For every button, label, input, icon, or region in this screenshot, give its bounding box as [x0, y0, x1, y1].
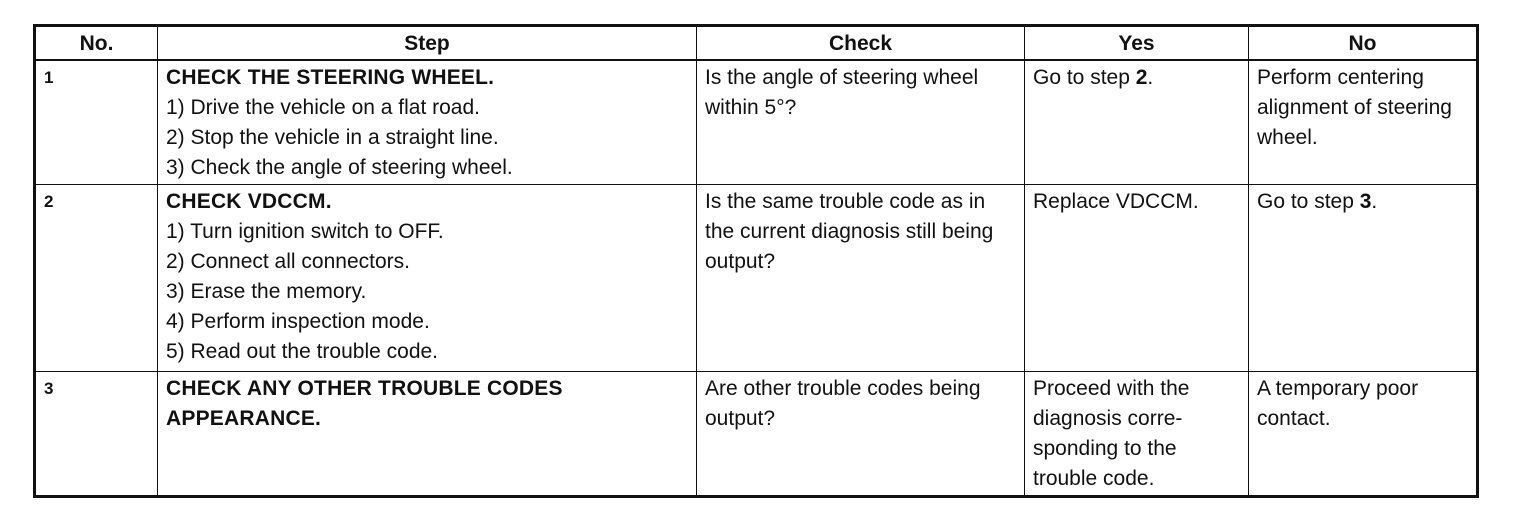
- header-no: No.: [35, 26, 158, 61]
- header-yes: Yes: [1025, 26, 1249, 61]
- check-cell: Is the angle of steering wheel within 5°?: [697, 60, 1025, 185]
- substep: 2) Connect all connectors.: [166, 250, 410, 273]
- yes-suffix: .: [1147, 66, 1154, 89]
- diagnosis-table: [33, 24, 1479, 498]
- no-suffix: .: [1371, 190, 1378, 213]
- header-check: Check: [697, 26, 1025, 61]
- step-cell: [158, 372, 697, 497]
- yes-cell: Replace VDCCM.: [1025, 185, 1249, 372]
- row-number: 3: [35, 372, 158, 497]
- substep: 3) Erase the memory.: [166, 280, 367, 303]
- substep: 5) Read out the trouble code.: [166, 340, 439, 363]
- yes-text: Go to step: [1033, 66, 1136, 89]
- header-row: [35, 26, 1478, 61]
- yes-cell: [1025, 60, 1249, 185]
- row-number: 2: [35, 185, 158, 372]
- table-row: [35, 60, 1478, 185]
- step-title: CHECK THE STEERING WHEEL.: [166, 66, 495, 89]
- check-cell: Is the same trouble code as in the current diagnosis still being output?: [697, 185, 1025, 372]
- step-reference: 2: [1135, 66, 1148, 89]
- substep: 2) Stop the vehicle in a straight line.: [166, 126, 499, 149]
- yes-cell: Proceed with the diagnosis corre-sponding to the trouble code.: [1025, 372, 1249, 497]
- step-cell: [158, 60, 697, 185]
- step-reference: 3: [1359, 190, 1372, 213]
- substep: 1) Turn ignition switch to OFF.: [166, 220, 444, 243]
- no-cell: [1249, 185, 1478, 372]
- substep: 3) Check the angle of steering wheel.: [166, 156, 513, 179]
- header-no-result: No: [1249, 26, 1478, 61]
- check-cell: Are other trouble codes being output?: [697, 372, 1025, 497]
- table-row: [35, 185, 1478, 372]
- step-cell: [158, 185, 697, 372]
- no-cell: Perform centering alignment of steering wheel.: [1249, 60, 1478, 185]
- substep: 1) Drive the vehicle on a flat road.: [166, 96, 480, 119]
- table-row: [35, 372, 1478, 497]
- row-number: 1: [35, 60, 158, 185]
- step-title: CHECK ANY OTHER TROUBLE CODES APPEARANCE.: [166, 377, 563, 430]
- header-step: Step: [158, 26, 697, 61]
- no-text: Go to step: [1257, 190, 1360, 213]
- step-title: CHECK VDCCM.: [166, 190, 332, 213]
- substep: 4) Perform inspection mode.: [166, 310, 430, 333]
- no-cell: A temporary poor contact.: [1249, 372, 1478, 497]
